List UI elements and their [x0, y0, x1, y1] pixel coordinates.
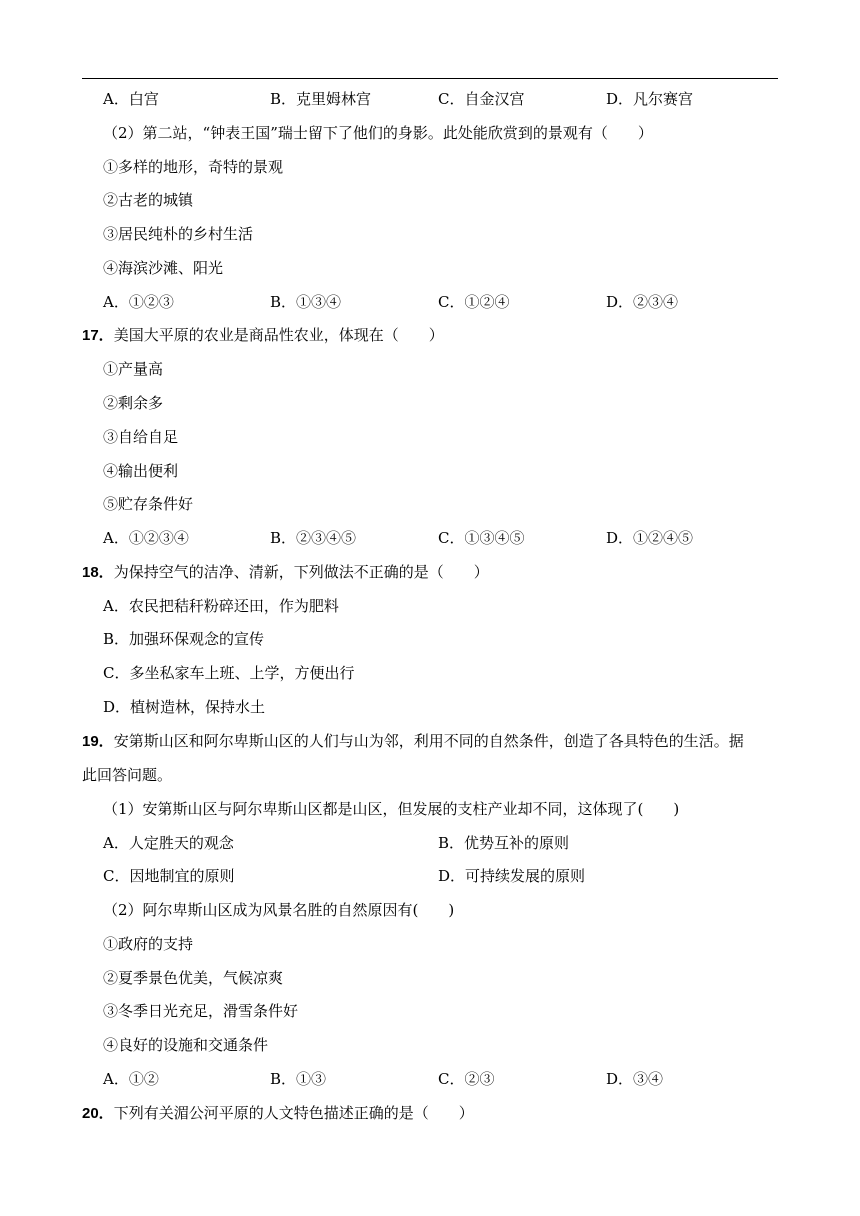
- option-c: C．②③: [438, 1070, 495, 1088]
- q17-item-1: ①产量高: [103, 360, 164, 378]
- question-text: 下列有关湄公河平原的人文特色描述正确的是（ ）: [113, 1104, 474, 1122]
- q18-option-a: A．农民把秸秆粉碎还田，作为肥料: [103, 597, 339, 615]
- option-a: A．白宫: [103, 90, 159, 108]
- q16-item-3: ③居民纯朴的乡村生活: [103, 225, 254, 243]
- q17-item-3: ③自给自足: [103, 428, 179, 446]
- question-number: 20．: [82, 1105, 114, 1122]
- question-text: 美国大平原的农业是商品性农业，体现在（ ）: [113, 326, 444, 344]
- q16-part2-options: [0, 292, 760, 312]
- q19-sub2-item-1: ①政府的支持: [103, 935, 194, 953]
- option-a: A．①②: [103, 1070, 159, 1088]
- q19-sub1-options-row1: [0, 833, 760, 853]
- q20-stem: [82, 1103, 474, 1124]
- q19-sub2-item-3: ③冬季日光充足，滑雪条件好: [103, 1002, 299, 1020]
- q16-part1-options: [0, 89, 760, 109]
- q16-item-1: ①多样的地形，奇特的景观: [103, 158, 284, 176]
- q19-stem-line2: 此回答问题。: [82, 766, 173, 784]
- option-d: D．凡尔赛宫: [606, 90, 694, 108]
- q19-sub2-item-2: ②夏季景色优美，气候凉爽: [103, 969, 284, 987]
- question-number: 17．: [82, 327, 114, 344]
- option-b: B．②③④⑤: [270, 529, 357, 547]
- q17-item-4: ④输出便利: [103, 462, 179, 480]
- q19-sub2-item-4: ④良好的设施和交通条件: [103, 1036, 269, 1054]
- question-text: 为保持空气的洁净、清新，下列做法不正确的是（ ）: [113, 563, 489, 581]
- q19-stem-line1: [82, 731, 744, 752]
- option-c: C．①②④: [438, 293, 510, 311]
- question-text: 安第斯山区和阿尔卑斯山区的人们与山为邻，利用不同的自然条件，创造了各具特色的生活。据: [113, 732, 744, 750]
- option-c: C．因地制宜的原则: [103, 867, 235, 885]
- question-number: 19．: [82, 733, 114, 750]
- q16-item-4: ④海滨沙滩、阳光: [103, 259, 224, 277]
- option-b: B．克里姆林宫: [270, 90, 372, 108]
- option-b: B．优势互补的原则: [438, 834, 570, 852]
- option-b: B．①③④: [270, 293, 342, 311]
- option-d: D．可持续发展的原则: [438, 867, 586, 885]
- q19-sub2-text: （2）阿尔卑斯山区成为风景名胜的自然原因有( ): [103, 901, 455, 919]
- option-d: D．②③④: [606, 293, 679, 311]
- header-rule: [82, 78, 778, 79]
- option-d: D．③④: [606, 1070, 664, 1088]
- q17-item-5: ⑤贮存条件好: [103, 495, 194, 513]
- q16-sub2-text: （2）第二站，“钟表王国”瑞士留下了他们的身影。此处能欣赏到的景观有（ ）: [103, 124, 653, 142]
- q19-sub2-options: [0, 1069, 760, 1089]
- option-a: A．人定胜天的观念: [103, 834, 234, 852]
- option-c: C．自金汉宫: [438, 90, 525, 108]
- q17-options: [0, 528, 760, 548]
- option-a: A．①②③: [103, 293, 174, 311]
- option-a: A．①②③④: [103, 529, 189, 547]
- q16-item-2: ②古老的城镇: [103, 191, 194, 209]
- q19-sub1-options-row2: [0, 866, 760, 886]
- q17-stem: [82, 325, 444, 346]
- question-number: 18．: [82, 564, 114, 581]
- q18-option-b: B．加强环保观念的宣传: [103, 630, 265, 648]
- option-c: C．①③④⑤: [438, 529, 525, 547]
- q18-stem: [82, 562, 489, 583]
- q17-item-2: ②剩余多: [103, 394, 164, 412]
- q18-option-d: D．植树造林，保持水土: [103, 698, 266, 716]
- option-b: B．①③: [270, 1070, 327, 1088]
- option-d: D．①②④⑤: [606, 529, 694, 547]
- q19-sub1-text: （1）安第斯山区与阿尔卑斯山区都是山区，但发展的支柱产业却不同，这体现了( ): [103, 800, 680, 818]
- q18-option-c: C．多坐私家车上班、上学，方便出行: [103, 664, 355, 682]
